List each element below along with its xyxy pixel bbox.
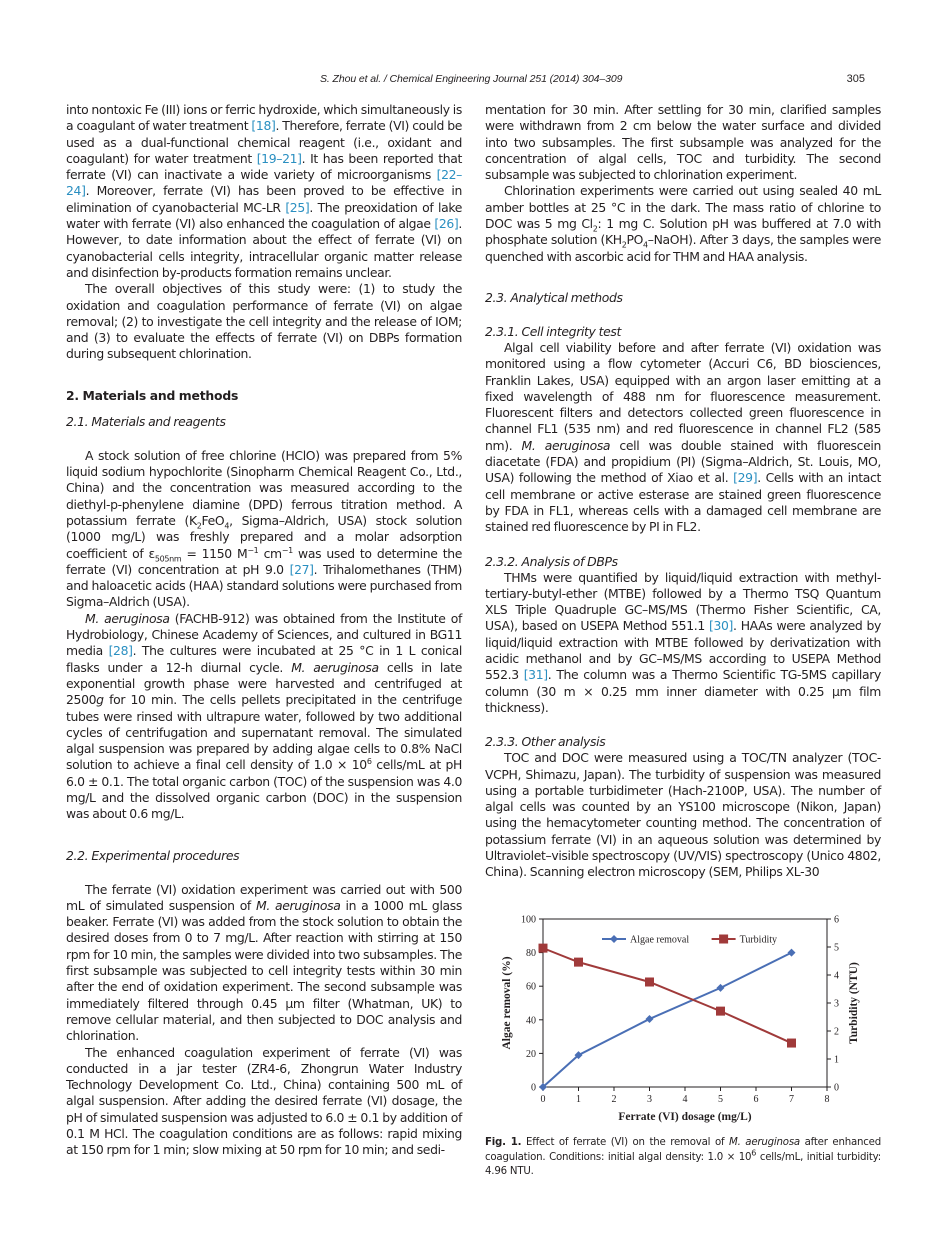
running-head bbox=[0, 73, 925, 89]
y2-tick-label: 4 bbox=[834, 970, 839, 982]
diamond-marker bbox=[646, 1015, 654, 1023]
figure-1-chart bbox=[490, 908, 890, 1128]
citation-link[interactable]: [29] bbox=[733, 470, 758, 486]
square-marker bbox=[719, 935, 728, 944]
y-tick-label: 40 bbox=[526, 1015, 536, 1027]
paragraph: The enhanced coagulation experiment of ferrate (VI) was conducted in a jar tester (ZR4-6, Zhongrun Water Industry Technology Development Co. Ltd., China) containing 500 mL of algal suspension. After adding the desired ferrate (VI) dosage, the pH of simulated suspension was adjusted to 6.0 ± 0.1 by addition of 0.1 M HCl. The coagulation conditions are as follows: rapid mixing at 150 rpm for 1 min; slow mixing at 50 rpm for 10 min; and sedi- bbox=[66, 1044, 462, 1158]
x-tick-label: 2 bbox=[611, 1094, 617, 1105]
y-tick-label: 80 bbox=[526, 948, 536, 960]
paragraph: Algal cell viability before and after ferrate (VI) oxidation was monitored using a flow cytometer (Accuri C6, BD biosciences, Franklin Lakes, USA) equipped with an argon laser emitting at a fixed wavelength of 488 nm for fluorescence measurement. Fluorescent filters and detectors collected green fluorescence in channel FL1 (535 nm) and red fluorescence in channel FL2 (585 nm). M. aeruginosa cell was double stained with fluorescein diacetate (FDA) and propidium (PI) (Sigma–Aldrich, St. Louis, MO, USA) following the method of Xiao et al. [29]. Cells with an intact cell membrane or active esterase are stained green fluorescence by FDA in FL1, whereas cells with a damaged cell membrane are stained red fluorescence by PI in FL2. bbox=[485, 339, 881, 535]
x-tick-label: 4 bbox=[682, 1094, 688, 1105]
legend-label: Turbidity bbox=[739, 934, 778, 946]
paragraph: into nontoxic Fe (III) ions or ferric hydroxide, which simultaneously is a coagulant of water treatment [18]. Therefore, ferrate (VI) could be used as a dual-functional chemical reagent (i.e., oxidant and coagulant) for water treatment [19–21]. It has been reported that ferrate (VI) can inactivate a wide variety of microorganisms [22–24]. Moreover, ferrate (VI) has been proved to be effective in elimination of cyanobacterial MC-LR [25]. The preoxidation of lake water with ferrate (VI) also enhanced the coagulation of algae [26]. However, to date information about the effect of ferrate (VI) on cyanobacterial cells integrity, intracellular organic matter release and disinfection by-products formation remains unclear. bbox=[66, 102, 463, 280]
citation-link[interactable]: [31] bbox=[523, 667, 548, 683]
subsubsection-heading: 2.3.1. Cell integrity test bbox=[485, 323, 622, 339]
subsection-heading: 2.2. Experimental procedures bbox=[66, 847, 240, 863]
y2-tick-label: 5 bbox=[834, 942, 839, 954]
left-column bbox=[66, 102, 462, 1159]
y-axis-label: Algae removal (%) bbox=[501, 956, 513, 1050]
citation-link[interactable]: [27] bbox=[289, 561, 314, 577]
y-tick-label: 60 bbox=[526, 981, 536, 993]
subsubsection-heading: 2.3.2. Analysis of DBPs bbox=[485, 553, 618, 569]
citation-link[interactable]: [26] bbox=[434, 216, 459, 232]
paragraph: THMs were quantified by liquid/liquid extraction with methyl-tertiary-butyl-ether (MTBE) followed by a Thermo TSQ Quantum XLS Triple Quadruple GC–MS/MS (Thermo Fisher Scientific, CA, USA), based on USEPA Method 551.1 [30]. HAAs were analyzed by liquid/liquid extraction with MTBE followed by derivatization with acidic methanol and by GC–MS/MS according to USEPA Method 552.3 [31]. The column was a Thermo Scientific TG-5MS capillary column (30 m × 0.25 mm inner diameter with 0.25 μm film thickness). bbox=[485, 569, 882, 715]
figure-caption: Fig. 1. Effect of ferrate (VI) on the removal of M. aeruginosa after enhanced coagulation. Conditions: initial algal density: $1.0 \times 10^6$ cells/mL, initial turbidity: 4.96 NTU. bbox=[485, 1137, 881, 1177]
line-chart bbox=[490, 908, 890, 1128]
x-tick-label: 3 bbox=[647, 1094, 652, 1105]
paragraph: M. aeruginosa (FACHB-912) was obtained from the Institute of Hydrobiology, Chinese Academy of Sciences, and cultured in BG11 media [28]. The cultures were incubated at 25 °C in 1 L conical flasks under a 12-h diurnal cycle. M. aeruginosa cells in late exponential growth phase were harvested and centrifuged at 2500g for 10 min. The cells pellets precipitated in the centrifuge tubes were rinsed with ultrapure water, followed by two additional cycles of centrifugation and supernatant removal. The simulated algal suspension was prepared by adding algae cells to 0.8% NaCl solution to achieve a final cell density of $1.0 \times 10^6$ cells/mL at pH 6.0 ± 0.1. The total organic carbon (TOC) of the suspension was 4.0 mg/L and the dissolved organic carbon (DOC) in the suspension was about 0.6 mg/L. bbox=[66, 610, 463, 822]
y2-tick-label: 2 bbox=[834, 1026, 839, 1038]
citation-link[interactable]: [30] bbox=[708, 618, 734, 634]
y2-tick-label: 3 bbox=[834, 998, 839, 1010]
subsubsection-heading: 2.3.3. Other analysis bbox=[485, 734, 606, 750]
citation-link[interactable]: [25] bbox=[285, 199, 310, 215]
paragraph: TOC and DOC were measured using a TOC/TN analyzer (TOC-VCPH, Shimazu, Japan). The turbidity of suspension was measured using a portable turbidimeter (Hach-2100P, USA). The number of algal cells was counted by an YS100 microscope (Nikon, Japan) using the hemacytometer counting method. The concentration of potassium ferrate (VI) in an aqueous solution was determined by Ultraviolet–visible spectroscopy (UV/VIS) spectroscopy (Unico 4802, China). Scanning electron microscopy (SEM, Philips XL-30 bbox=[485, 750, 881, 880]
paragraph: Chlorination experiments were carried out using sealed 40 mL amber bottles at 25 °C in the dark. The mass ratio of chlorine to DOC was 5 mg $Cl_2$: 1 mg C. Solution pH was buffered at 7.0 with phosphate solution $(KH_2PO_4-NaOH)$. After 3 days, the samples were quenched with ascorbic acid for THM and HAA analysis. bbox=[485, 183, 882, 264]
x-axis-label: Ferrate (VI) dosage (mg/L) bbox=[618, 1111, 752, 1123]
citation-link[interactable]: [18] bbox=[251, 118, 276, 134]
y2-axis-label: Turbidity (NTU) bbox=[848, 962, 860, 1044]
x-tick-label: 5 bbox=[718, 1094, 723, 1105]
subsection-heading: 2.3. Analytical methods bbox=[485, 289, 623, 305]
right-column bbox=[485, 102, 881, 881]
y-tick-label: 100 bbox=[521, 914, 536, 926]
legend-label: Algae removal bbox=[630, 934, 690, 946]
y2-tick-label: 6 bbox=[834, 914, 839, 926]
paragraph: mentation for 30 min. After settling for 30 min, clarified samples were withdrawn from 2 cm below the water surface and divided into two subsamples. The first subsample was analyzed for the concentration of algal cells, TOC and turbidity. The second subsample was subjected to chlorination experiment. bbox=[485, 102, 881, 183]
paragraph: The overall objectives of this study were: (1) to study the oxidation and coagulation performance of ferrate (VI) on algae removal; (2) to investigate the cell integrity and the release of IOM; and (3) to evaluate the effects of ferrate (VI) on DBPs formation during subsequent chlorination. bbox=[66, 281, 462, 362]
y2-tick-label: 0 bbox=[834, 1082, 839, 1094]
paragraph: A stock solution of free chlorine (HClO) was prepared from 5% liquid sodium hypochlorite (Sinopharm Chemical Reagent Co., Ltd., China) and the concentration was measured according to the diethyl-p-phenylene diamine (DPD) ferrous titration method. A potassium ferrate ($K_2FeO_4$, Sigma–Aldrich, USA) stock solution (1000 mg/L) was freshly prepared and a molar adsorption coefficient of $\varepsilon_{505nm} = 1150$ $M^{-1}$ $cm^{-1}$ was used to determine the ferrate (VI) concentration at pH 9.0 [27]. Trihalomethanes (THM) and haloacetic acids (HAA) standard solutions were purchased from Sigma–Aldrich (USA). bbox=[66, 447, 462, 610]
diamond-marker bbox=[717, 984, 725, 992]
square-marker bbox=[716, 1007, 725, 1016]
paragraph: The ferrate (VI) oxidation experiment was carried out with 500 mL of simulated suspension of M. aeruginosa in a 1000 mL glass beaker. Ferrate (VI) was added from the stock solution to obtain the desired doses from 0 to 7 mg/L. After reaction with stirring at 150 rpm for 10 min, the samples were divided into two subsamples. The first subsample was subjected to cell integrity tests within 30 min after the end of oxidation experiment. The second subsample was immediately filtered through 0.45 μm filter (Whatman, UK) to remove cellular material, and then subjected to DOC analysis and chlorination. bbox=[66, 881, 462, 1044]
subsection-heading: 2.1. Materials and reagents bbox=[66, 413, 226, 429]
diamond-marker bbox=[788, 949, 796, 957]
square-marker bbox=[645, 978, 654, 987]
series-line bbox=[543, 953, 792, 1087]
citation-link[interactable]: [28] bbox=[108, 643, 133, 659]
diamond-marker bbox=[610, 935, 618, 943]
running-title: S. Zhou et al. / Chemical Engineering Journal 251 (2014) 304–309 bbox=[320, 73, 623, 85]
x-tick-label: 8 bbox=[824, 1094, 830, 1105]
section-heading: 2. Materials and methods bbox=[66, 387, 239, 403]
y2-tick-label: 1 bbox=[834, 1054, 839, 1066]
x-tick-label: 6 bbox=[753, 1094, 759, 1105]
square-marker bbox=[787, 1039, 796, 1048]
x-tick-label: 0 bbox=[540, 1094, 546, 1105]
page-number: 305 bbox=[846, 73, 865, 85]
x-tick-label: 7 bbox=[789, 1094, 794, 1105]
citation-link[interactable]: [22–24] bbox=[66, 167, 462, 199]
square-marker bbox=[574, 958, 583, 967]
x-tick-label: 1 bbox=[576, 1094, 581, 1105]
square-marker bbox=[539, 944, 548, 953]
y-tick-label: 20 bbox=[526, 1048, 536, 1060]
y-tick-label: 0 bbox=[531, 1082, 536, 1094]
citation-link[interactable]: [19–21] bbox=[256, 150, 302, 166]
